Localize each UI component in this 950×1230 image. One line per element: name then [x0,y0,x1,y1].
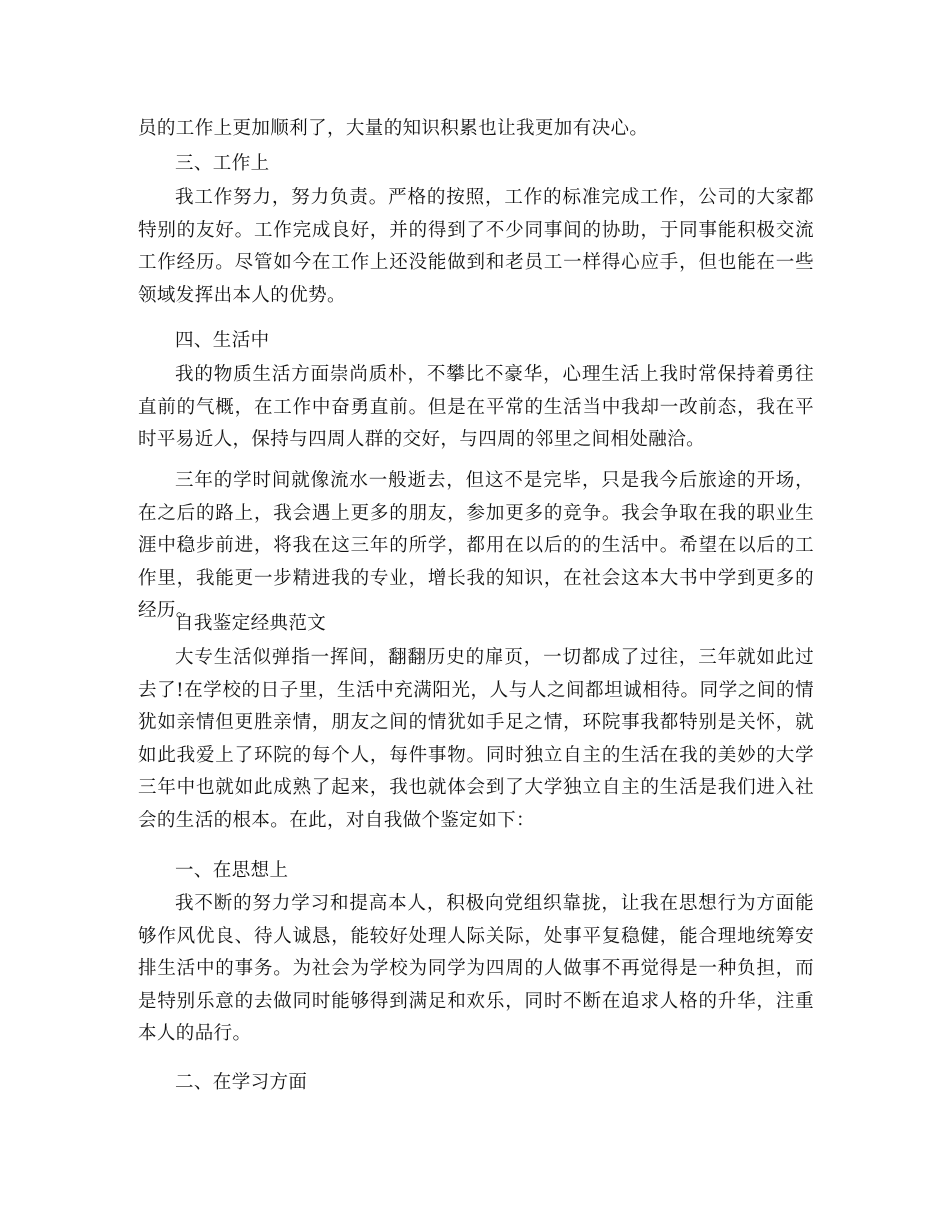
paragraph-work: 我工作努力，努力负责。严格的按照，工作的标准完成工作，公司的大家都特别的友好。工作完成良好，并的得到了不少同事间的协助，于同事能积极交流工作经历。尽管如今在工作上还没能做到和老员工一样得心应手，但也能在一些领域发挥出本人的优势。 [138,187,814,306]
section-heading-classic-sample: 自我鉴定经典范文 [175,613,327,634]
section-heading-study: 二、在学习方面 [175,1072,308,1093]
section-heading-work: 三、工作上 [175,153,270,174]
section-heading-life: 四、生活中 [175,330,270,351]
paragraph-thought: 我不断的努力学习和提高本人，积极向党组织靠拢，让我在思想行为方面能够作风优良、待人诚恳，能较好处理人际关际，处事平复稳健，能合理地统筹安排生活中的事务。为社会为学校为同学为四周的人做事不再觉得是一种负担，而是特别乐意的去做同时能够得到满足和欢乐，同时不断在追求人格的升华，注重本人的品行。 [138,893,814,1044]
paragraph-college-life: 大专生活似弹指一挥间，翻翻历史的扉页，一切都成了过往，三年就如此过去了!在学校的日子里，生活中充满阳光，人与人之间都坦诚相待。同学之间的情犹如亲情但更胜亲情，朋友之间的情犹如手足之情，环院事我都特别是关怀，就如此我爱上了环院的每个人，每件事物。同时独立自主的生活在我的美妙的大学三年中也就如此成熟了起来，我也就体会到了大学独立自主的生活是我们进入社会的生活的根本。在此，对自我做个鉴定如下： [138,647,814,831]
paragraph-three-years: 三年的学时间就像流水一般逝去，但这不是完毕，只是我今后旅途的开场，在之后的路上，我会遇上更多的朋友，参加更多的竞争。我会争取在我的职业生涯中稳步前进，将我在这三年的所学，都用在以后的的生活中。希望在以后的工作里，我能更一步精进我的专业，增长我的知识，在社会这本大书中学到更多的经历。 [138,470,814,621]
section-heading-thought: 一、在思想上 [175,860,289,881]
paragraph-continuation: 员的工作上更加顺利了，大量的知识积累也让我更加有决心。 [138,118,649,139]
paragraph-life: 我的物质生活方面崇尚质朴，不攀比不豪华，心理生活上我时常保持着勇往直前的气概，在工作中奋勇直前。但是在平常的生活当中我却一改前态，我在平时平易近人，保持与四周人群的交好，与四周的邻里之间相处融洽。 [138,364,814,450]
